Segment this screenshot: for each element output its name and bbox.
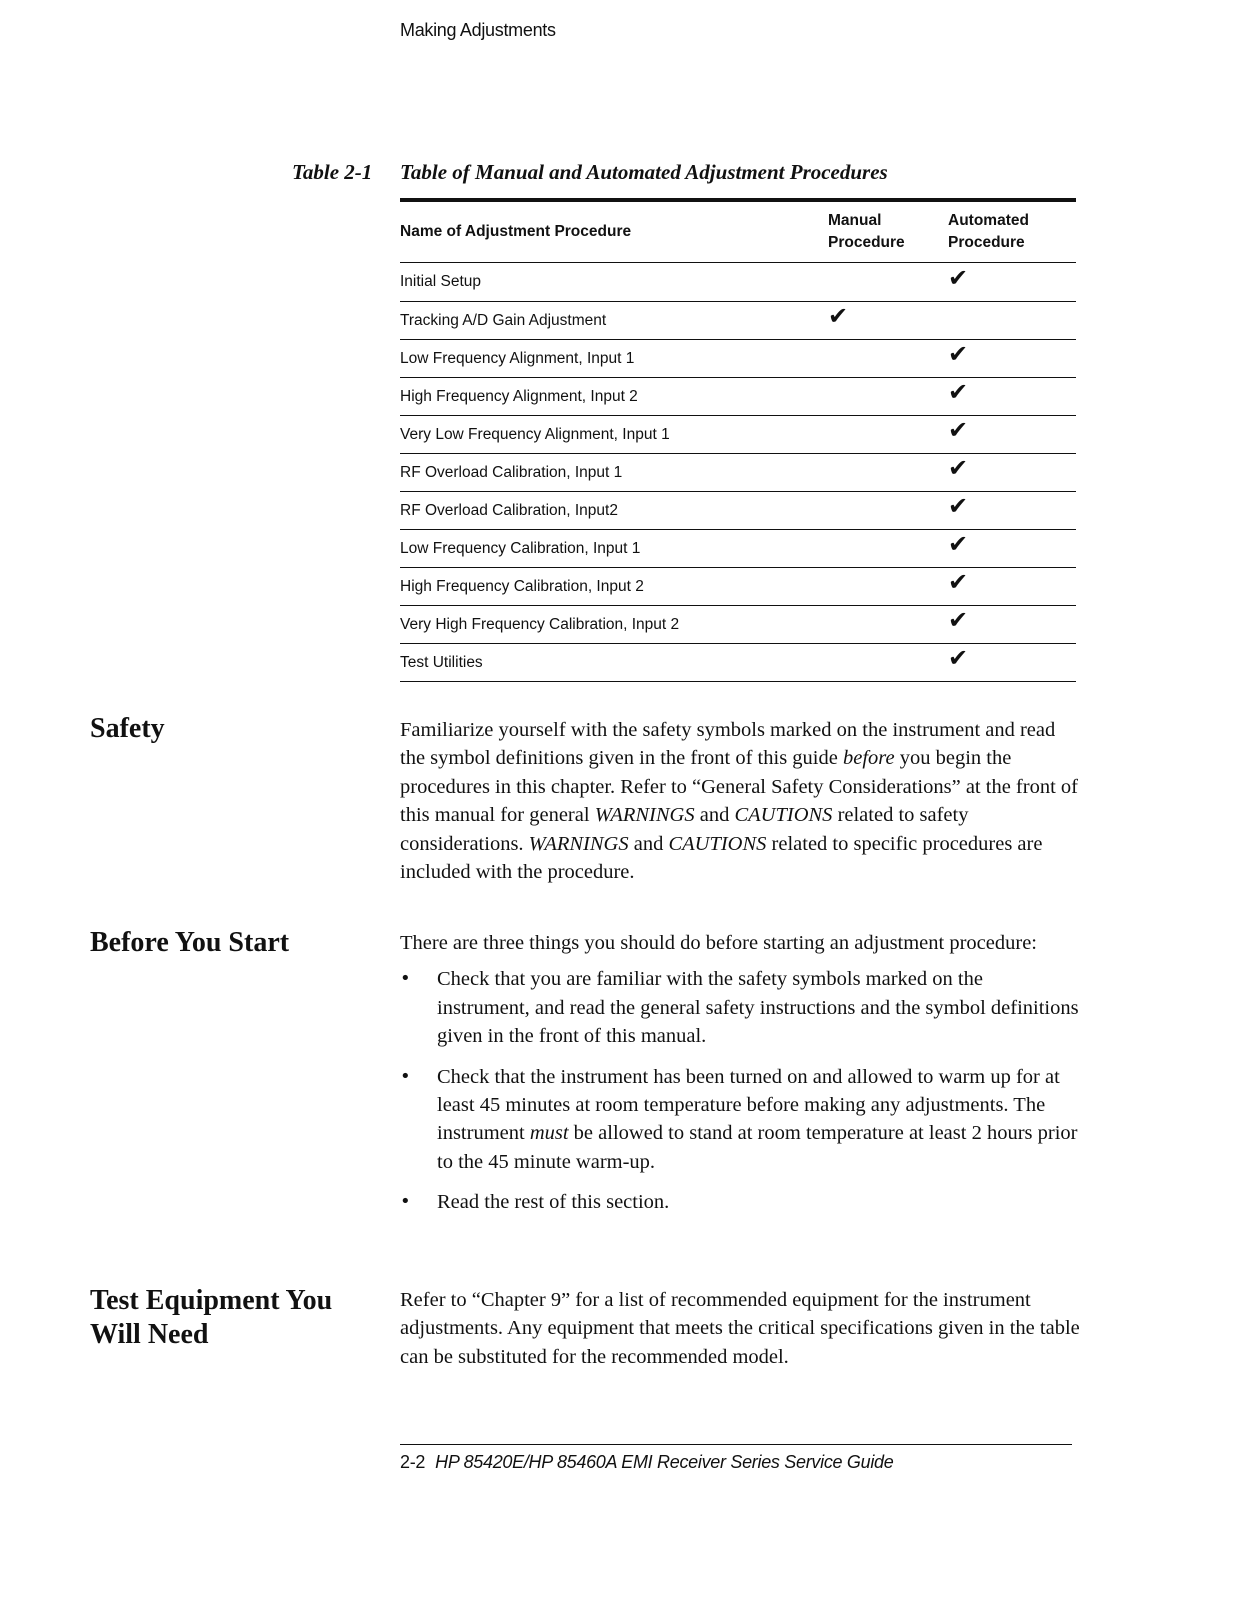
manual-cell xyxy=(828,530,948,568)
bullet-icon: • xyxy=(400,1191,411,1213)
header-procedure-name: Name of Adjustment Procedure xyxy=(400,200,828,263)
test-equipment-text: Refer to “Chapter 9” for a list of recommended equipment for the instrument adjustments. Any equipment that meets the critical specifications given in the table can be substituted for the recommended model. xyxy=(400,1289,1080,1368)
table-row xyxy=(400,416,1076,454)
table-row xyxy=(400,492,1076,530)
table-row xyxy=(400,378,1076,416)
list-item: • Read the rest of this section. xyxy=(400,1188,1080,1216)
procedure-name-cell: RF Overload Calibration, Input 1 xyxy=(400,454,828,492)
table-header-row xyxy=(400,200,1076,263)
adjustment-procedures-table xyxy=(400,198,1076,682)
bullet-icon: • xyxy=(400,1065,411,1087)
manual-cell xyxy=(828,492,948,530)
header-manual: Manual Procedure xyxy=(828,200,948,263)
automated-cell xyxy=(948,454,1076,492)
procedure-name-cell: Low Frequency Calibration, Input 1 xyxy=(400,530,828,568)
check-mark-icon: ✔ xyxy=(948,263,969,292)
automated-cell xyxy=(948,263,1076,302)
automated-cell xyxy=(948,492,1076,530)
guide-title: HP 85420E/HP 85460A EMI Receiver Series Service Guide xyxy=(435,1452,894,1472)
automated-cell xyxy=(948,302,1076,340)
list-item: • Check that the instrument has been turned on and allowed to warm up for at least 45 minutes at room temperature before making any adjustments. The instrument must be allowed to stand at room temperature at least 2 hours prior to the 45 minute warm-up. xyxy=(400,1063,1080,1177)
procedure-name-cell: Test Utilities xyxy=(400,644,828,682)
procedure-name-cell: RF Overload Calibration, Input2 xyxy=(400,492,828,530)
procedure-name-cell: High Frequency Alignment, Input 2 xyxy=(400,378,828,416)
automated-cell xyxy=(948,340,1076,378)
list-item: • Check that you are familiar with the safety symbols marked on the instrument, and read the general safety instructions and the symbol definitions given in the front of this manual. xyxy=(400,965,1080,1050)
automated-cell xyxy=(948,606,1076,644)
table-row xyxy=(400,454,1076,492)
check-mark-icon: ✔ xyxy=(948,606,969,634)
header-automated: Automated Procedure xyxy=(948,200,1076,263)
table-row xyxy=(400,530,1076,568)
manual-cell xyxy=(828,263,948,302)
manual-cell xyxy=(828,606,948,644)
table-title: Table of Manual and Automated Adjustment Procedures xyxy=(400,160,888,184)
manual-cell xyxy=(828,340,948,378)
safety-text: Familiarize yourself with the safety symbols marked on the instrument and read the symbol definitions given in the front of this guide before you begin the procedures in this chapter. Refer to “General Safety Considerations” at the front of this manual for general WARNINGS and CAUTIONS related to safety considerations. WARNINGS and CAUTIONS related to specific procedures are included with the procedure. xyxy=(400,719,1078,884)
procedure-name-cell: Very Low Frequency Alignment, Input 1 xyxy=(400,416,828,454)
manual-cell xyxy=(828,568,948,606)
check-mark-icon: ✔ xyxy=(948,340,969,368)
check-mark-icon: ✔ xyxy=(948,454,969,482)
table-label: Table 2-1 xyxy=(292,160,373,184)
manual-cell xyxy=(828,302,948,340)
check-mark-icon: ✔ xyxy=(828,302,849,330)
table-row xyxy=(400,302,1076,340)
manual-cell xyxy=(828,416,948,454)
procedure-name-cell: Low Frequency Alignment, Input 1 xyxy=(400,340,828,378)
page-number: 2-2 xyxy=(400,1452,426,1472)
automated-cell xyxy=(948,416,1076,454)
check-mark-icon: ✔ xyxy=(948,530,969,558)
manual-cell xyxy=(828,644,948,682)
bullet-icon: • xyxy=(400,968,411,990)
automated-cell xyxy=(948,378,1076,416)
safety-heading: Safety xyxy=(90,713,165,744)
table-row xyxy=(400,606,1076,644)
procedure-name-cell: Tracking A/D Gain Adjustment xyxy=(400,302,828,340)
check-mark-icon: ✔ xyxy=(948,416,969,444)
before-you-start-list xyxy=(400,965,1080,1216)
manual-cell xyxy=(828,378,948,416)
before-you-start-text xyxy=(400,929,1080,1229)
check-mark-icon: ✔ xyxy=(948,492,969,520)
procedure-name-cell: Very High Frequency Calibration, Input 2 xyxy=(400,606,828,644)
table-row xyxy=(400,263,1076,302)
table-row xyxy=(400,644,1076,682)
before-you-start-intro: There are three things you should do before starting an adjustment procedure: xyxy=(400,932,1038,954)
automated-cell xyxy=(948,568,1076,606)
check-mark-icon: ✔ xyxy=(948,568,969,596)
table-row xyxy=(400,568,1076,606)
automated-cell xyxy=(948,644,1076,682)
procedure-name-cell: High Frequency Calibration, Input 2 xyxy=(400,568,828,606)
test-equipment-heading: Test Equipment You Will Need xyxy=(90,1285,333,1350)
running-head: Making Adjustments xyxy=(400,20,556,40)
footer xyxy=(400,1452,893,1473)
table-row xyxy=(400,340,1076,378)
before-you-start-heading: Before You Start xyxy=(90,927,290,958)
procedure-name-cell: Initial Setup xyxy=(400,263,828,302)
footer-rule xyxy=(400,1444,1072,1445)
automated-cell xyxy=(948,530,1076,568)
manual-cell xyxy=(828,454,948,492)
check-mark-icon: ✔ xyxy=(948,644,969,672)
check-mark-icon: ✔ xyxy=(948,378,969,406)
